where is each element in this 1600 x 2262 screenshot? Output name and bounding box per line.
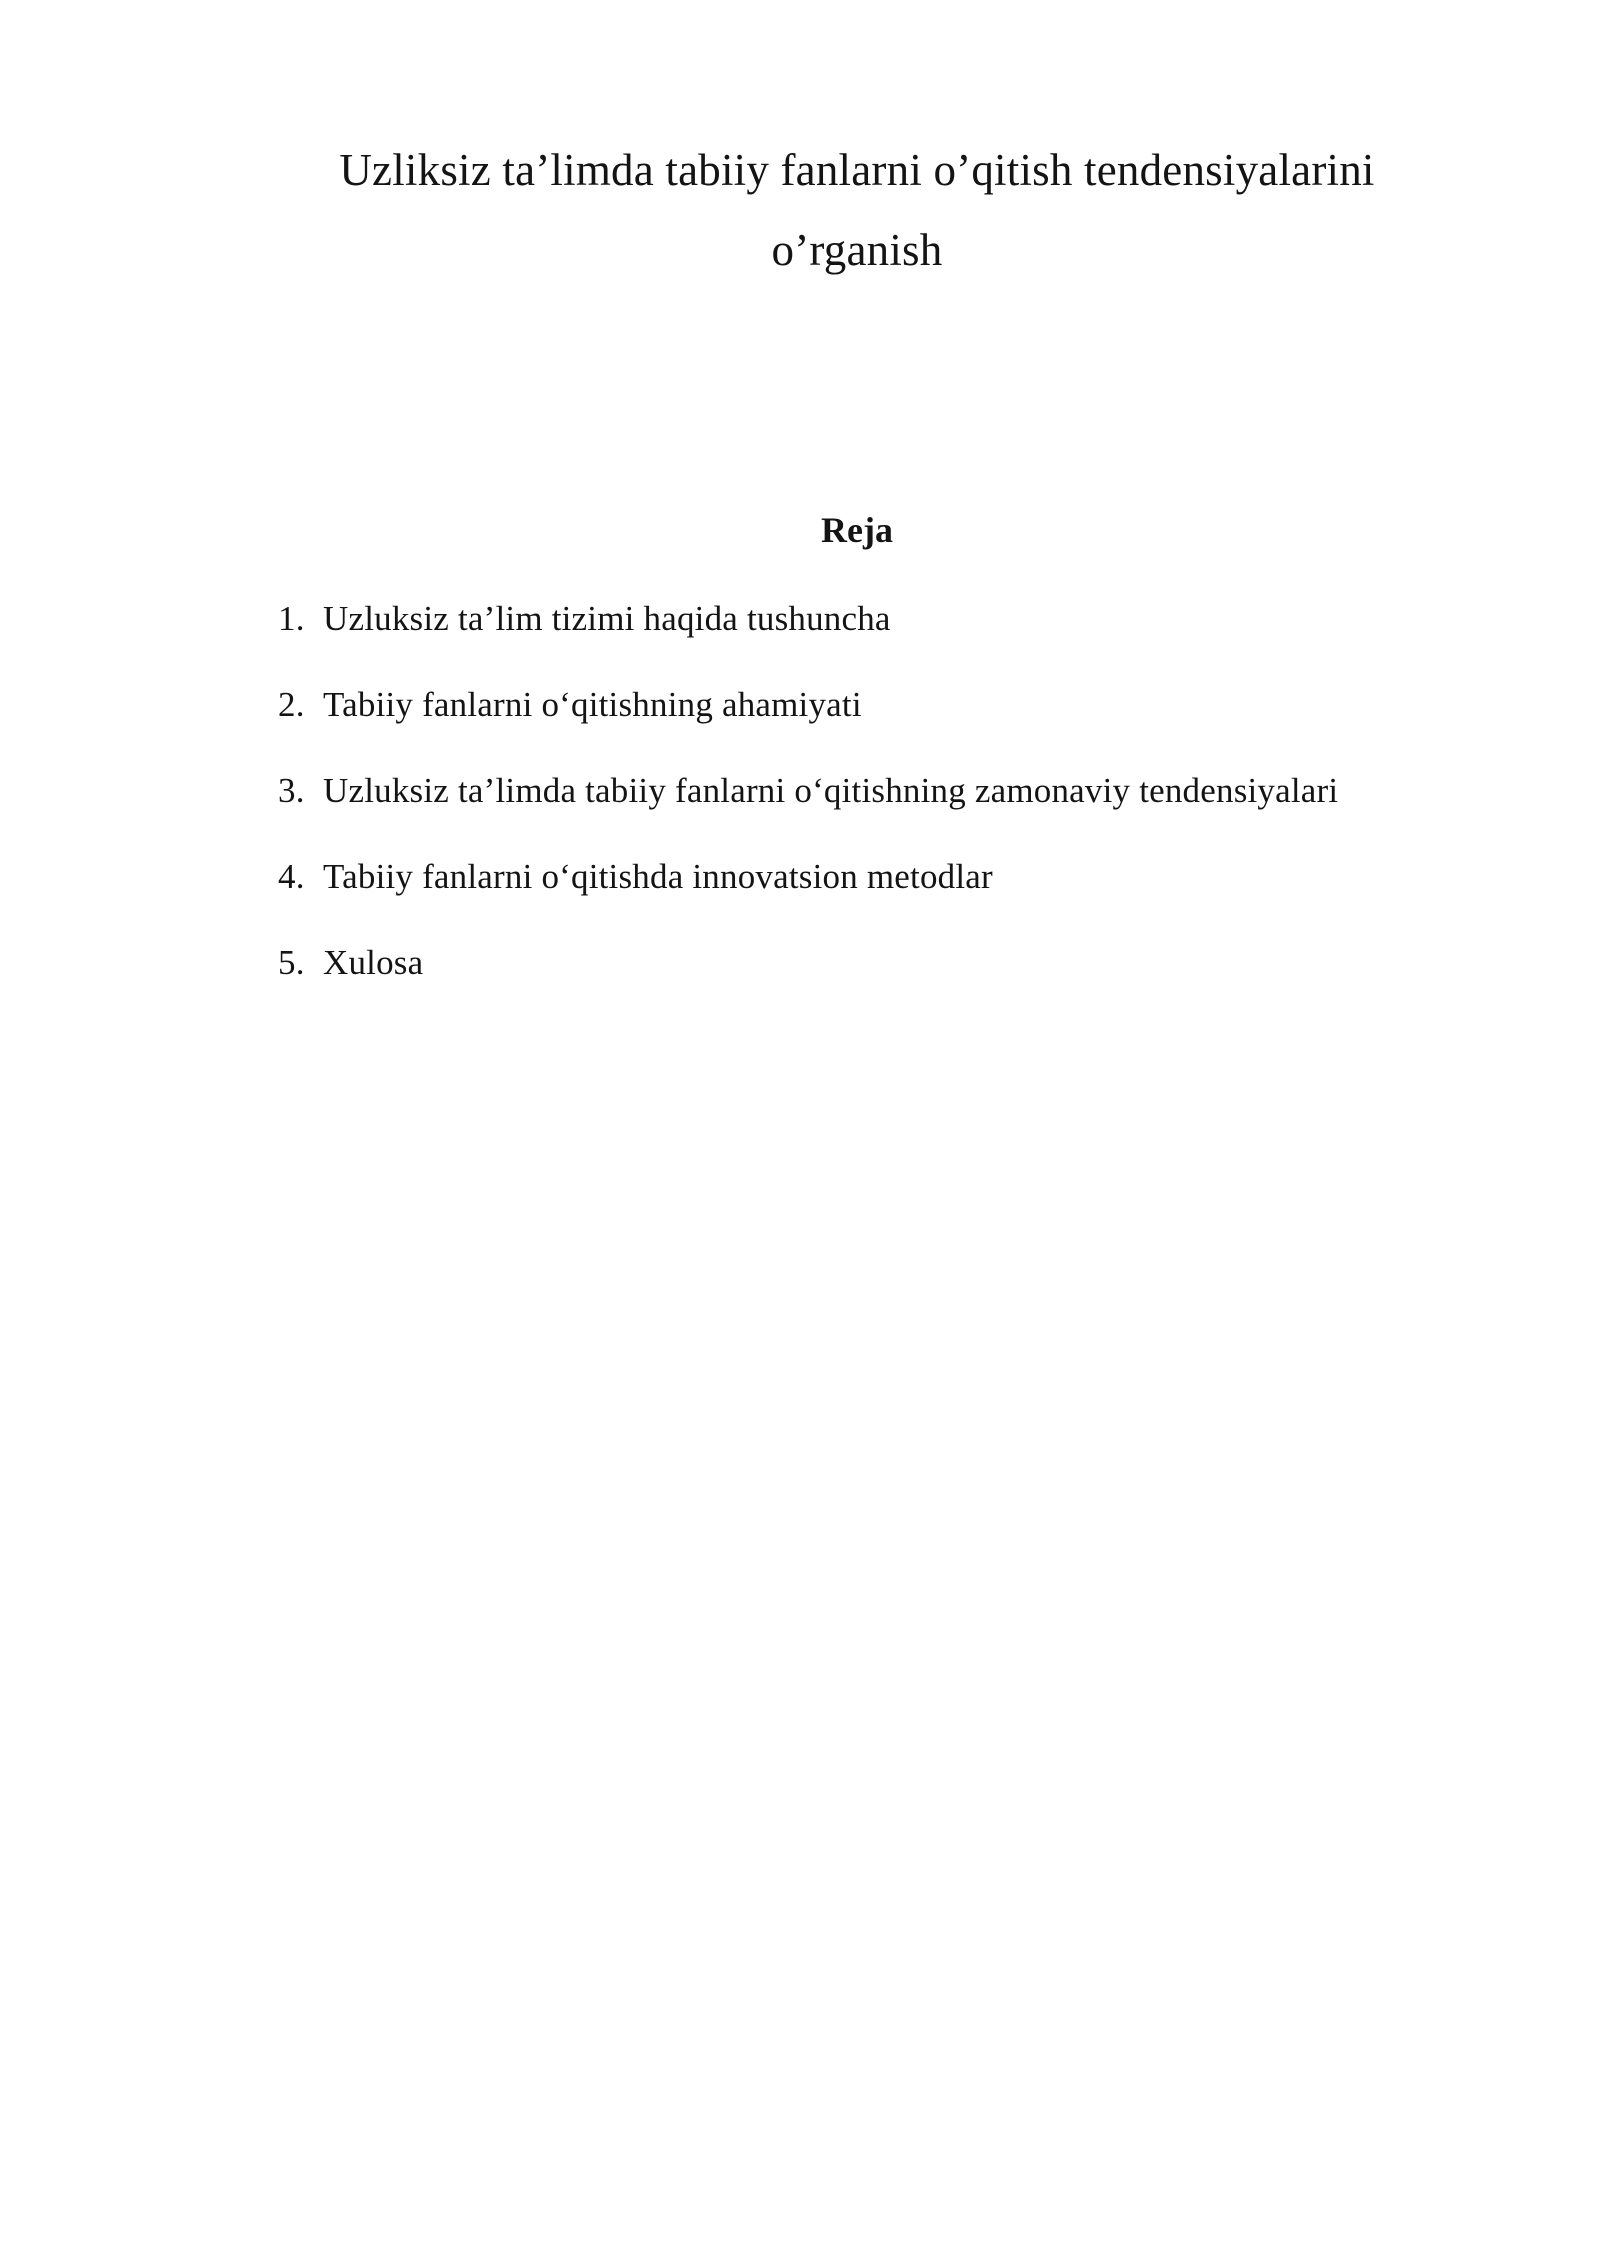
list-item-number: 3. xyxy=(278,771,305,810)
list-item-text: Uzluksiz ta’limda tabiiy fanlarni o‘qitishning zamonaviy tendensiyalari xyxy=(323,771,1339,810)
list-item-number: 2. xyxy=(278,685,305,724)
list-item-text: Tabiiy fanlarni o‘qitishda innovatsion metodlar xyxy=(323,857,993,896)
list-item-number: 1. xyxy=(278,599,305,638)
list-item-number: 4. xyxy=(278,857,305,896)
list-item xyxy=(240,684,1474,726)
document-title-line-2: o’rganish xyxy=(771,225,943,275)
plan-heading: Reja xyxy=(821,510,893,550)
list-item-text: Xulosa xyxy=(323,943,424,982)
list-item-text: Tabiiy fanlarni o‘qitishning ahamiyati xyxy=(323,685,862,724)
list-item-text: Uzluksiz ta’lim tizimi haqida tushuncha xyxy=(323,599,891,638)
list-item-number: 5. xyxy=(278,943,305,982)
list-item xyxy=(240,856,1474,898)
document-content xyxy=(240,0,1474,1028)
list-item xyxy=(240,598,1474,640)
list-item xyxy=(240,770,1474,812)
list-item xyxy=(240,942,1474,984)
plan-list xyxy=(240,598,1474,984)
document-title xyxy=(240,130,1474,290)
document-title-line-1: Uzliksiz ta’limda tabiiy fanlarni o’qitish tendensiyalarini xyxy=(339,145,1375,195)
